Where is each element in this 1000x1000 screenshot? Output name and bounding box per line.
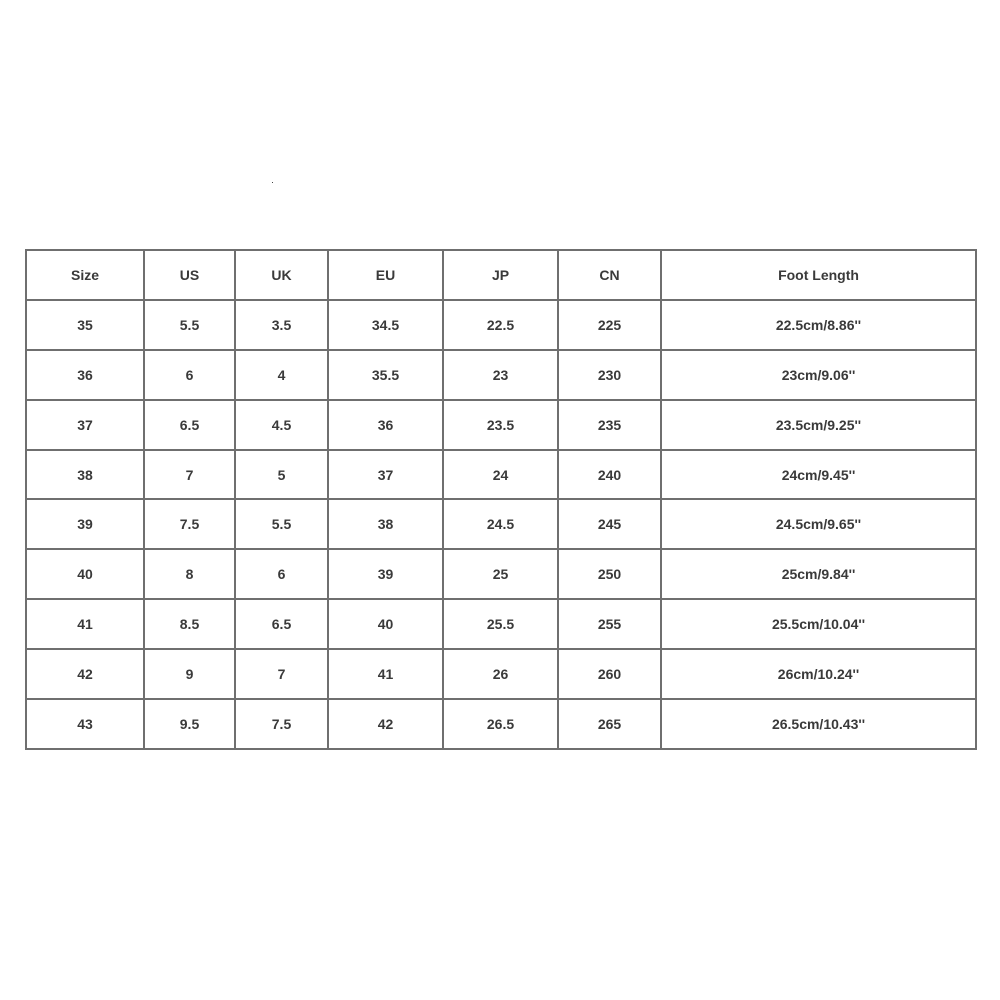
table-cell: 23.5 (443, 400, 558, 450)
table-row (26, 549, 976, 599)
table-cell: 3.5 (235, 300, 328, 350)
table-cell: 38 (328, 499, 443, 549)
table-cell: 225 (558, 300, 661, 350)
table-cell: 8.5 (144, 599, 235, 649)
table-cell: 240 (558, 450, 661, 500)
table-row (26, 699, 976, 749)
table-cell: 245 (558, 499, 661, 549)
header-cell-jp: JP (443, 250, 558, 300)
table-cell: 5.5 (235, 499, 328, 549)
table-cell: 40 (26, 549, 144, 599)
stray-dot (272, 182, 273, 183)
table-row (26, 599, 976, 649)
table-cell: 42 (26, 649, 144, 699)
table-header-row (26, 250, 976, 300)
table-cell: 37 (328, 450, 443, 500)
table-cell: 24cm/9.45'' (661, 450, 976, 500)
table-cell: 6 (235, 549, 328, 599)
table-cell: 255 (558, 599, 661, 649)
table-cell: 25.5 (443, 599, 558, 649)
table-cell: 6 (144, 350, 235, 400)
table-cell: 26.5cm/10.43'' (661, 699, 976, 749)
table-cell: 7 (235, 649, 328, 699)
header-cell-foot-length: Foot Length (661, 250, 976, 300)
table-row (26, 400, 976, 450)
table-cell: 36 (26, 350, 144, 400)
table-cell: 39 (26, 499, 144, 549)
table-cell: 5 (235, 450, 328, 500)
header-cell-cn: CN (558, 250, 661, 300)
table-cell: 23 (443, 350, 558, 400)
table-cell: 39 (328, 549, 443, 599)
table-cell: 7.5 (235, 699, 328, 749)
table-row (26, 300, 976, 350)
table-cell: 4.5 (235, 400, 328, 450)
table-cell: 9 (144, 649, 235, 699)
table-cell: 9.5 (144, 699, 235, 749)
table-cell: 265 (558, 699, 661, 749)
table-cell: 40 (328, 599, 443, 649)
table-cell: 42 (328, 699, 443, 749)
table-cell: 4 (235, 350, 328, 400)
header-cell-uk: UK (235, 250, 328, 300)
table-cell: 35.5 (328, 350, 443, 400)
table-cell: 23cm/9.06'' (661, 350, 976, 400)
table-cell: 41 (328, 649, 443, 699)
table-row (26, 649, 976, 699)
table-cell: 7.5 (144, 499, 235, 549)
table-row (26, 499, 976, 549)
table-cell: 34.5 (328, 300, 443, 350)
table-cell: 8 (144, 549, 235, 599)
table-cell: 235 (558, 400, 661, 450)
table-cell: 25.5cm/10.04'' (661, 599, 976, 649)
table-cell: 230 (558, 350, 661, 400)
table-cell: 25cm/9.84'' (661, 549, 976, 599)
table-row (26, 450, 976, 500)
table-cell: 5.5 (144, 300, 235, 350)
table-cell: 24.5cm/9.65'' (661, 499, 976, 549)
table-cell: 7 (144, 450, 235, 500)
table-cell: 24 (443, 450, 558, 500)
table-cell: 36 (328, 400, 443, 450)
table-cell: 41 (26, 599, 144, 649)
table-cell: 6.5 (144, 400, 235, 450)
table-cell: 6.5 (235, 599, 328, 649)
table-cell: 35 (26, 300, 144, 350)
table-cell: 26 (443, 649, 558, 699)
header-cell-eu: EU (328, 250, 443, 300)
header-cell-us: US (144, 250, 235, 300)
table-cell: 38 (26, 450, 144, 500)
table-cell: 260 (558, 649, 661, 699)
table-cell: 43 (26, 699, 144, 749)
table-cell: 26cm/10.24'' (661, 649, 976, 699)
table-row (26, 350, 976, 400)
table-cell: 250 (558, 549, 661, 599)
table-cell: 37 (26, 400, 144, 450)
header-cell-size: Size (26, 250, 144, 300)
table-cell: 22.5 (443, 300, 558, 350)
table-cell: 24.5 (443, 499, 558, 549)
size-chart-table (25, 249, 977, 750)
table-cell: 23.5cm/9.25'' (661, 400, 976, 450)
table-cell: 26.5 (443, 699, 558, 749)
table-cell: 22.5cm/8.86'' (661, 300, 976, 350)
table-cell: 25 (443, 549, 558, 599)
